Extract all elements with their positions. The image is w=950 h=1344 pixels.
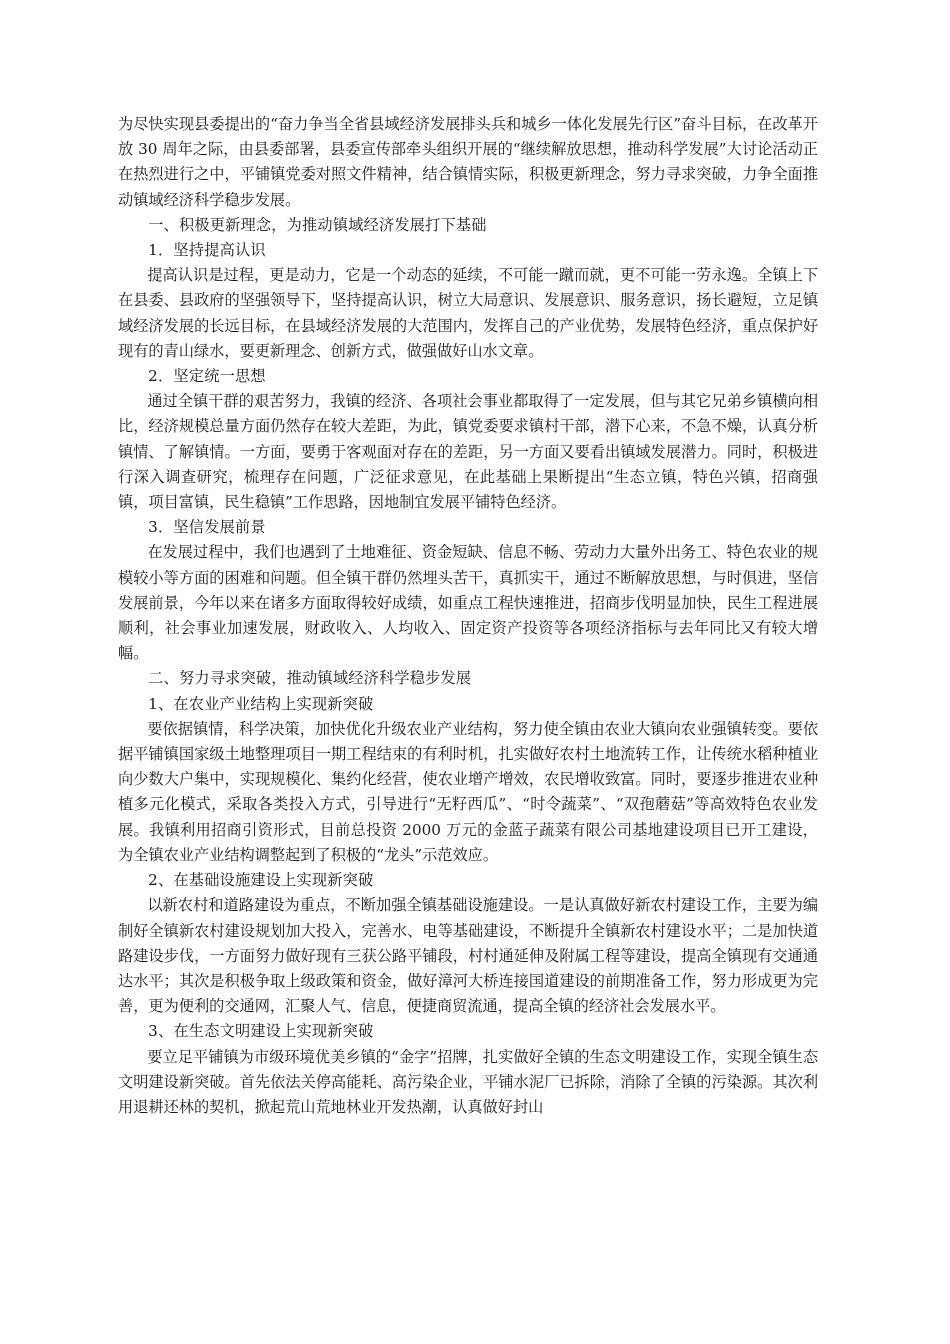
subsection-1-2-heading [118,364,818,389]
subsection-1-3-heading [118,515,818,540]
section-2-heading [118,666,818,691]
subsection-1-2-body: 通过全镇干群的艰苦努力，我镇的经济、各项社会事业都取得了一定发展，但与其它兄弟乡镇横向相比，经济规模总量方面仍然存在较大差距，为此，镇党委要求镇村干部，潜下心来，不急不燥，认真分析镇情、了解镇情。一方面，要勇于客观面对存在的差距，另一方面又要看出镇域发展潜力。同时，积极进行深入调查研究，梳理存在问题，广泛征求意见，在此基础上果断提出“生态立镇，特色兴镇，招商强镇，项目富镇，民生稳镇”工作思路，因地制宜发展平铺特色经济。 [118,392,819,512]
intro-paragraph: 为尽快实现县委提出的“奋力争当全省县域经济发展排头兵和城乡一体化发展先行区”奋斗目标，在改革开放 30 周年之际，由县委部署，县委宣传部牵头组织开展的“继续解放思想，推动科学发展”大讨论活动正在热烈进行之中，平铺镇党委对照文件精神，结合镇情实际，积极更新理念，努力寻求突破，力争全面推动镇域经济科学稳步发展。 [118,115,818,209]
subsection-2-2-heading [118,868,818,893]
subsection-1-3-paragraph [118,540,818,666]
subsection-1-1-body: 提高认识是过程，更是动力，它是一个动态的延续，不可能一蹴而就，更不可能一劳永逸。全镇上下在县委、县政府的坚强领导下，坚持提高认识，树立大局意识、发展意识、服务意识，扬长避短，立足镇域经济发展的长远目标，在县域经济发展的大范围内，发挥自己的产业优势，发展特色经济，重点保护好现有的青山绿水，要更新理念、创新方式，做强做好山水文章。 [118,266,819,360]
subsection-1-3-body: 在发展过程中，我们也遇到了土地难征、资金短缺、信息不畅、劳动力大量外出务工、特色农业的规模较小等方面的困难和问题。但全镇干群仍然埋头苦干，真抓实干，通过不断解放思想，与时俱进，坚信发展前景，今年以来在诸多方面取得较好成绩，如重点工程快速推进，招商步伐明显加快，民生工程进展顺利，社会事业加速发展，财政收入、人均收入、固定资产投资等各项经济指标与去年同比又有较大增幅。 [118,543,819,663]
subsection-1-2-paragraph [118,389,818,515]
subsection-2-1-body: 要依据镇情，科学决策，加快优化升级农业产业结构，努力使全镇由农业大镇向农业强镇转变。要依据平铺镇国家级土地整理项目一期工程结束的有利时机，扎实做好农村土地流转工作，让传统水稻种植业向少数大户集中，实现规模化、集约化经营，使农业增产增效，农民增收致富。同时，要逐步推进农业种植多元化模式，采取各类投入方式，引导进行“无籽西瓜”、“时令蔬菜”、“双孢蘑菇”等高效特色农业发展。我镇利用招商引资形式，目前总投资 2000 万元的金蓝子蔬菜有限公司基地建设项目已开工建设，为全镇农业产业结构调整起到了积极的“龙头”示范效应。 [118,719,819,864]
subsection-2-1-heading [118,692,818,717]
subsection-1-2-title: 2．坚定统一思想 [148,367,266,386]
subsection-2-1-title: 1、在农业产业结构上实现新突破 [148,694,374,713]
subsection-2-3-heading [118,1019,818,1044]
subsection-1-1-heading [118,238,818,263]
section-1-heading [118,213,818,238]
subsection-2-3-title: 3、在生态文明建设上实现新突破 [148,1022,374,1041]
subsection-2-1-paragraph [118,717,818,868]
section-1-title: 一、积极更新理念，为推动镇域经济发展打下基础 [148,215,487,234]
subsection-2-2-body: 以新农村和道路建设为重点，不断加强全镇基础设施建设。一是认真做好新农村建设工作，主要为编制好全镇新农村建设规划加大投入，完善水、电等基础建设，不断提升全镇新农村建设水平；二是加快道路建设步伐，一方面努力做好现有三获公路平铺段，村村通延伸及附属工程等建设，提高全镇现有交通通达水平；其次是积极争取上级政策和资金，做好漳河大桥连接国道建设的前期准备工作，努力形成更为完善，更为便利的交通网，汇聚人气、信息，便捷商贸流通，提高全镇的经济社会发展水平。 [118,896,819,1016]
subsection-1-1-paragraph [118,263,818,364]
section-2-title: 二、努力寻求突破，推动镇域经济科学稳步发展 [148,669,472,688]
subsection-1-1-title: 1．坚持提高认识 [148,241,266,260]
subsection-2-3-body: 要立足平铺镇为市级环境优美乡镇的“金字”招牌，扎实做好全镇的生态文明建设工作，实现全镇生态文明建设新突破。首先依法关停高能耗、高污染企业，平铺水泥厂已拆除，消除了全镇的污染源。其次利用退耕还林的契机，掀起荒山荒地林业开发热潮，认真做好封山 [118,1047,819,1116]
document-body [118,112,818,1120]
subsection-2-2-paragraph [118,893,818,1019]
subsection-2-2-title: 2、在基础设施建设上实现新突破 [148,871,374,890]
subsection-2-3-paragraph [118,1045,818,1121]
subsection-1-3-title: 3．坚信发展前景 [148,518,266,537]
